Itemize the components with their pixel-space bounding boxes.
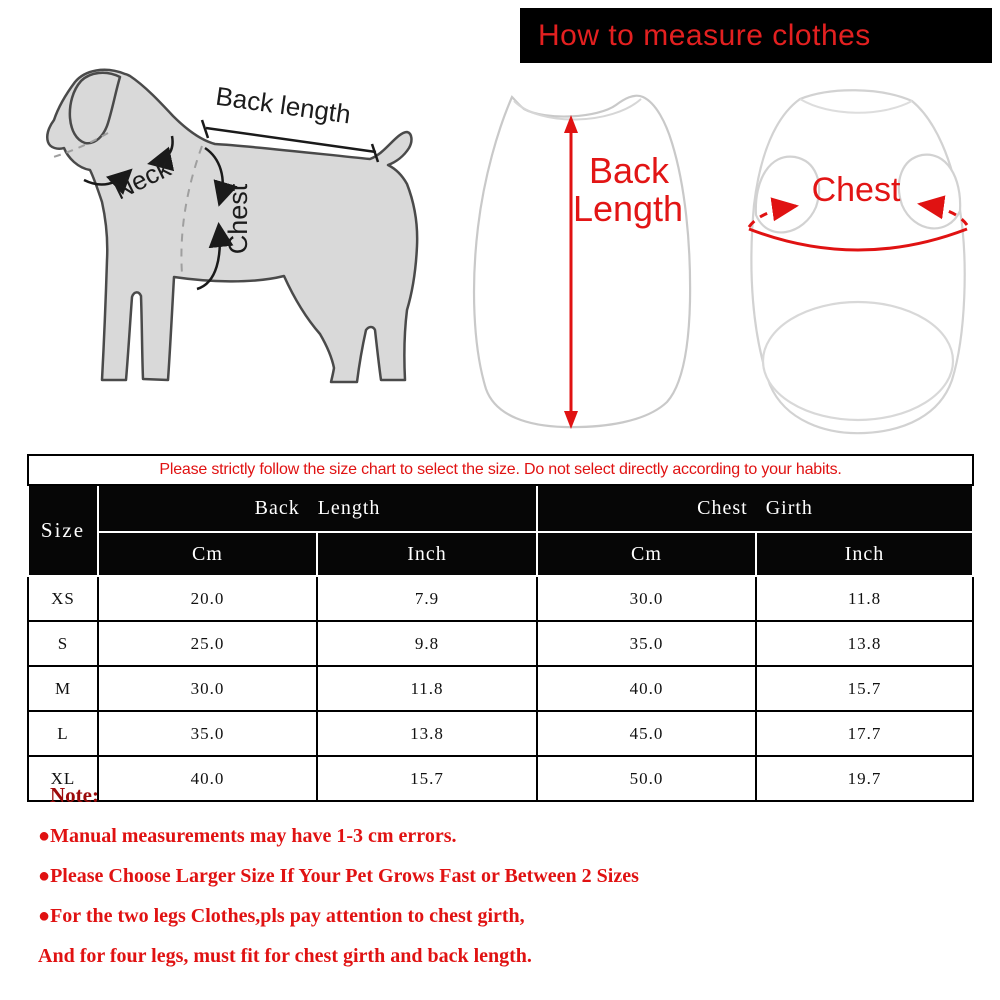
cell-size: M [28,666,98,711]
cell-size: XL [28,756,98,801]
cell-chest-cm: 30.0 [537,576,756,621]
warning-text: Please strictly follow the size chart to select the size. Do not select directly according to your habits. [159,461,842,478]
cell-back-inch: 9.8 [317,621,537,666]
garment-back-view [448,85,720,437]
header-size: Size [28,485,98,576]
cell-size: S [28,621,98,666]
warning-row [28,455,973,485]
banner-title: How to measure clothes [538,18,871,52]
cell-back-cm: 20.0 [98,576,317,621]
table-row-m [28,666,973,711]
cell-back-inch: 7.9 [317,576,537,621]
size-table [27,454,974,802]
note-title: Note: [50,783,99,807]
cell-size: L [28,711,98,756]
cell-chest-inch: 11.8 [756,576,973,621]
cell-back-inch: 15.7 [317,756,537,801]
note-item: And for four legs, must fit for chest girth and back length. [38,945,532,967]
cell-back-cm: 40.0 [98,756,317,801]
table-row-xs [28,576,973,621]
chest-girth-label: Chest [811,171,901,209]
note-item: ●For the two legs Clothes,pls pay attention to chest girth, [38,905,525,927]
cell-chest-cm: 40.0 [537,666,756,711]
garment-back-label-line2: Length [572,188,684,229]
back-length-label: Back length [213,80,353,130]
cell-back-cm: 25.0 [98,621,317,666]
header-unit-row [28,532,973,576]
cell-back-cm: 30.0 [98,666,317,711]
table-row-s [28,621,973,666]
header-group-row [28,485,973,532]
cell-back-inch: 11.8 [317,666,537,711]
belly-opening [763,302,953,420]
cell-chest-inch: 13.8 [756,621,973,666]
cell-back-inch: 13.8 [317,711,537,756]
garment-back-outline [474,96,690,427]
cell-chest-inch: 15.7 [756,666,973,711]
header-back-length: Back Length [98,485,537,532]
cell-chest-cm: 50.0 [537,756,756,801]
header-chest-girth: Chest Girth [537,485,973,532]
note-item: ●Please Choose Larger Size If Your Pet Grows Fast or Between 2 Sizes [38,865,639,887]
notes-section [38,782,968,983]
header-chest-inch: Inch [756,532,973,576]
cell-size: XS [28,576,98,621]
note-item: ●Manual measurements may have 1-3 cm errors. [38,825,457,847]
garment-back-label-line1: Back [588,150,670,191]
cell-back-cm: 35.0 [98,711,317,756]
cell-chest-cm: 35.0 [537,621,756,666]
banner [520,8,992,63]
cell-chest-cm: 45.0 [537,711,756,756]
header-chest-cm: Cm [537,532,756,576]
cell-chest-inch: 19.7 [756,756,973,801]
cell-chest-inch: 17.7 [756,711,973,756]
warning-cell [28,455,973,485]
header-back-inch: Inch [317,532,537,576]
dog-measure-diagram [30,62,450,407]
table-row-l [28,711,973,756]
neck-label: Neck [108,152,176,206]
header-back-cm: Cm [98,532,317,576]
chest-label: Chest [223,183,253,255]
garment-front-view [740,85,990,440]
